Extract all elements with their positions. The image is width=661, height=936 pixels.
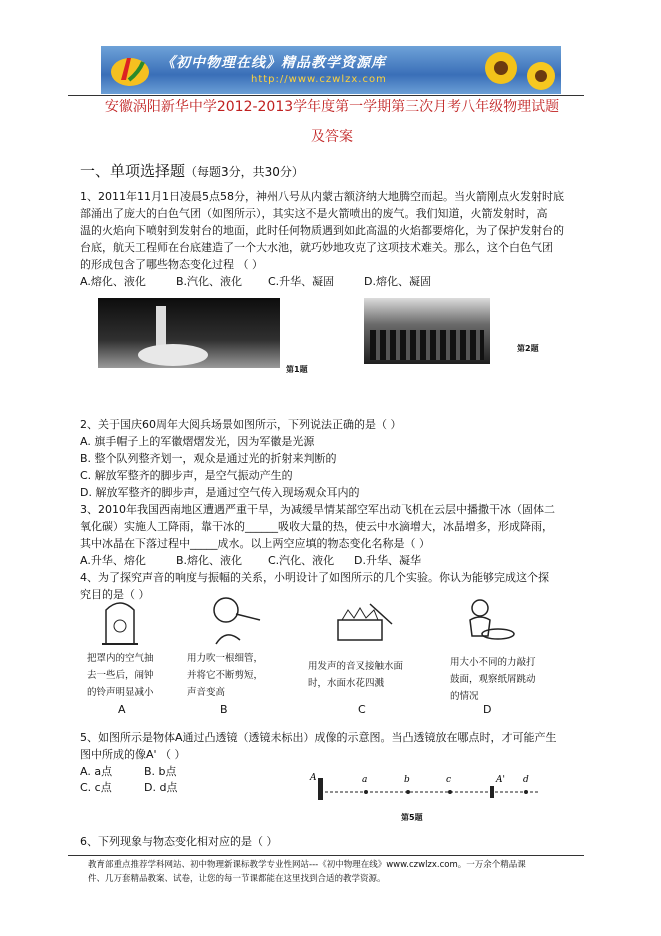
- question-2-line: 2、关于国庆60周年大阅兵场景如图所示，下列说法正确的是（ ）: [80, 418, 402, 431]
- person-blowing-tube-sketch: [206, 594, 262, 646]
- caption-line: 鼓面，观察纸屑跳动: [450, 674, 536, 685]
- question-5-options: [80, 764, 177, 796]
- label-b: b: [404, 775, 410, 785]
- option-a[interactable]: A. a点: [80, 765, 113, 778]
- section-heading-text: 一、单项选择题: [80, 162, 186, 180]
- document-title: 安徽涡阳新华中学2012-2013学年度第一学期第三次月考八年级物理试题: [104, 99, 560, 115]
- figure-2-caption: 第2题: [517, 344, 539, 353]
- question-2-option[interactable]: B. 整个队列整齐划一，观众是通过光的折射来判断的: [80, 452, 337, 465]
- caption-line: 并将它不断剪短，: [187, 670, 264, 681]
- question-5-line: 图中所成的像A' （ ）: [80, 748, 186, 761]
- label-c: c: [446, 775, 452, 785]
- question-1-line: 温的火焰向下喷射到发射台的地面，此时任何物质遇到如此高温的火焰都要熔化，为了保护发射台的: [80, 224, 564, 237]
- option-d-letter[interactable]: D: [483, 703, 492, 716]
- drum-sketch: [458, 596, 518, 648]
- question-2: [80, 416, 590, 501]
- caption-line: 时，水面水花四溅: [308, 678, 385, 689]
- caption-line: 用大小不同的力敲打: [450, 657, 536, 668]
- military-parade-photo: [364, 298, 490, 364]
- figure-1-caption: 第1题: [286, 365, 308, 374]
- option-a[interactable]: A.升华、熔化: [80, 554, 146, 567]
- section-heading: [80, 160, 304, 181]
- banner-title: 《初中物理在线》精品教学资源库: [161, 55, 386, 71]
- lens-diagram: [304, 768, 548, 804]
- footer-line: 教育部重点推荐学科网站、初中物理新课标教学专业性网站---《初中物理在线》www.czwlzx.com。一万余个精品课: [88, 860, 526, 870]
- question-1-line: 的形成包含了哪些物态变化过程 （ ）: [80, 258, 263, 271]
- caption-line: 用发声的音叉接触水面: [308, 661, 404, 672]
- option-d[interactable]: D. d点: [144, 781, 178, 794]
- footer-line: 件、几万套精品教案、试卷，让您的每一节课都能在这里找到合适的教学资源。: [88, 874, 386, 884]
- question-2-option[interactable]: D. 解放军整齐的脚步声，是通过空气传入现场观众耳内的: [80, 486, 360, 499]
- option-c[interactable]: C.汽化、液化: [268, 554, 335, 567]
- question-2-option[interactable]: C. 解放军整齐的脚步声，是空气振动产生的: [80, 469, 293, 482]
- option-b[interactable]: B.汽化、液化: [176, 275, 243, 288]
- question-4-line: 4、为了探究声音的响度与振幅的关系，小明设计了如图所示的几个实验。你认为能够完成这个探: [80, 571, 549, 584]
- option-c[interactable]: C.升华、凝固: [268, 275, 335, 288]
- rocket-launch-photo: [98, 298, 280, 368]
- question-3-line: 其中冰晶在下落过程中_____成水。以上两空应填的物态变化名称是（ ）: [80, 537, 430, 550]
- question-3-options: [80, 552, 590, 569]
- banner-url[interactable]: http://www.czwlzx.com: [251, 74, 387, 85]
- label-image-a-prime: A': [496, 775, 505, 785]
- question-3-line: 氧化碳）实施人工降雨，靠干冰的______吸收大量的热，使云中水滴增大，冰晶增多，形成降雨，: [80, 520, 553, 533]
- question-1-line: 1、2011年11月1日凌晨5点58分，神州八号从内蒙古额济纳大地腾空而起。当火箭刚点火发射时底: [80, 190, 564, 203]
- question-1-line: 部涌出了庞大的白色气团（如图所示），其实这不是火箭喷出的废气。我们知道，火箭发射时，高: [80, 207, 548, 220]
- question-4-line: 究目的是（ ）: [80, 588, 150, 601]
- caption-line: 用力吹一根细管，: [187, 653, 264, 664]
- document-title-continued: 及答案: [311, 129, 353, 145]
- question-2-option[interactable]: A. 旗手帽子上的军徽熠熠发光，因为军徽是光源: [80, 435, 315, 448]
- question-5: [80, 729, 590, 763]
- caption-line: 的铃声明显减小: [87, 687, 154, 698]
- question-3: [80, 501, 590, 569]
- option-c[interactable]: C. c点: [80, 781, 112, 794]
- question-1-options: [80, 273, 590, 290]
- question-1: [80, 188, 590, 290]
- option-a-letter[interactable]: A: [118, 703, 126, 716]
- label-d: d: [523, 775, 529, 785]
- sunflower-image: [471, 46, 561, 94]
- option-b[interactable]: B.熔化、液化: [176, 554, 243, 567]
- tuning-fork-water-sketch: [334, 600, 398, 644]
- header-banner: [101, 46, 561, 94]
- option-a[interactable]: A.熔化、液化: [80, 275, 146, 288]
- figure-5-caption: 第5题: [401, 813, 423, 822]
- question-3-line: 3、2010年我国西南地区遭遇严重干旱，为减缓旱情某部空军出动飞机在云层中播撒干冰（固体二: [80, 503, 555, 516]
- caption-line: 声音变高: [187, 687, 226, 698]
- site-logo-icon: [109, 52, 151, 88]
- option-c-caption: [308, 658, 403, 692]
- caption-line: 的情况: [450, 691, 479, 702]
- option-d-caption: [450, 654, 536, 705]
- question-1-line: 台底，航天工程师在台底建造了一个大水池，就巧妙地攻克了这项技术难关。那么，这个白色气团: [80, 241, 553, 254]
- option-b-letter[interactable]: B: [220, 703, 228, 716]
- option-b-caption: [187, 650, 263, 701]
- caption-line: 去一些后，闹钟: [87, 670, 154, 681]
- option-b[interactable]: B. b点: [144, 765, 177, 778]
- footer-rule: [68, 855, 584, 856]
- option-d[interactable]: D.升华、凝华: [354, 554, 421, 567]
- option-c-letter[interactable]: C: [358, 703, 366, 716]
- bell-jar-sketch: [100, 596, 140, 648]
- section-score-note: （每题3分，共30分）: [185, 165, 304, 179]
- question-6: 6、下列现象与物态变化相对应的是（ ）: [80, 835, 278, 848]
- question-5-line: 5、如图所示是物体A通过凸透镜（透镜未标出）成像的示意图。当凸透镜放在哪点时，才可能产生: [80, 731, 557, 744]
- label-object-a: A: [310, 773, 317, 783]
- option-d[interactable]: D.熔化、凝固: [364, 275, 431, 288]
- footer: [88, 858, 578, 886]
- caption-line: 把罩内的空气抽: [87, 653, 154, 664]
- label-a: a: [362, 775, 368, 785]
- option-a-caption: [87, 650, 154, 701]
